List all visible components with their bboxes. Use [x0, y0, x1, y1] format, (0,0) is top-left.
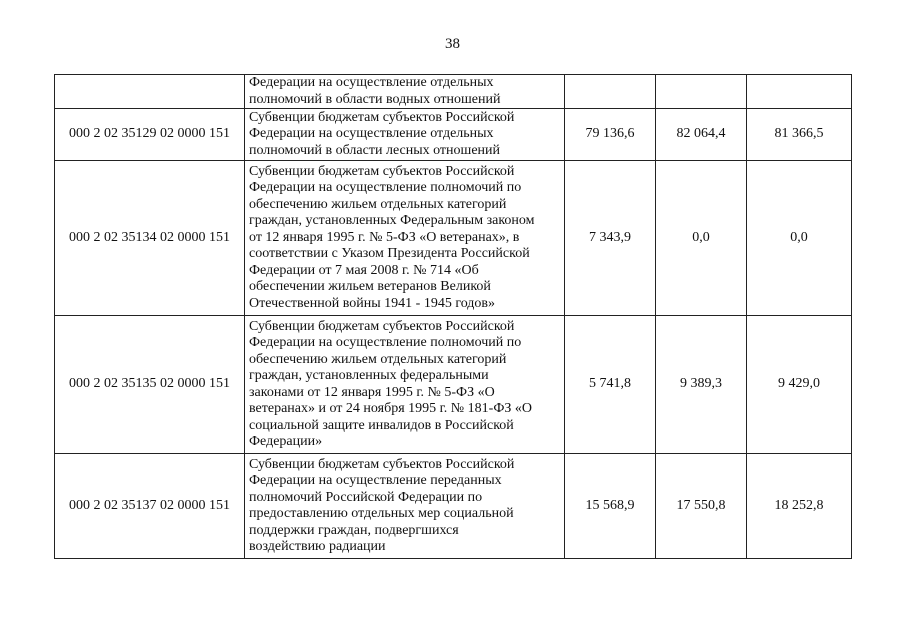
value-cell-1: 79 136,6	[565, 109, 656, 161]
value-cell-2: 82 064,4	[656, 109, 747, 161]
description-line: Федерации на осуществление отдельных	[249, 126, 494, 142]
description-line: предоставлению отдельных мер социальной	[249, 506, 514, 521]
description-line: Федерации на осуществление полномочий по	[249, 180, 522, 196]
table-row	[55, 109, 852, 161]
description-line: соответствии с Указом Президента Российской	[249, 246, 530, 262]
value-cell-1: 15 568,9	[565, 454, 656, 559]
value-cell-3: 18 252,8	[747, 454, 852, 559]
table-row	[55, 75, 852, 109]
table-row	[55, 454, 852, 559]
description-line: обеспечении жильем ветеранов Великой	[249, 279, 491, 295]
description-cell	[245, 454, 565, 559]
budget-code-cell	[55, 75, 245, 109]
value-cell-3: 81 366,5	[747, 109, 852, 161]
description-line: Субвенции бюджетам субъектов Российской	[249, 318, 515, 334]
description-line: обеспечению жильем отдельных категорий	[249, 351, 507, 367]
budget-code-cell: 000 2 02 35137 02 0000 151	[55, 454, 245, 559]
budget-code-cell: 000 2 02 35135 02 0000 151	[55, 316, 245, 454]
description-line: полномочий Российской Федерации по	[249, 489, 483, 505]
description-line: поддержки граждан, подвергшихся	[249, 522, 459, 538]
table-row	[55, 161, 852, 316]
value-cell-2: 0,0	[656, 161, 747, 316]
description-line: Субвенции бюджетам субъектов Российской	[249, 109, 515, 125]
description-cell	[245, 75, 565, 109]
budget-table	[54, 74, 852, 559]
value-cell-3	[747, 75, 852, 109]
value-cell-1: 7 343,9	[565, 161, 656, 316]
value-cell-3: 9 429,0	[747, 316, 852, 454]
value-cell-2: 9 389,3	[656, 316, 747, 454]
budget-code-cell: 000 2 02 35129 02 0000 151	[55, 109, 245, 161]
description-line: Федерации на осуществление полномочий по	[249, 335, 522, 350]
description-line: обеспечению жильем отдельных категорий	[249, 196, 507, 212]
description-line: полномочий в области лесных отношений	[249, 142, 501, 158]
description-line: полномочий в области водных отношений	[249, 91, 501, 107]
description-line: граждан, установленных Федеральным законом	[249, 213, 535, 229]
description-line: от 12 января 1995 г. № 5-ФЗ «О ветеранах», в	[249, 229, 520, 245]
description-line: социальной защите инвалидов в Российской	[249, 417, 514, 433]
description-line: Федерации»	[249, 434, 323, 449]
description-line: Субвенции бюджетам субъектов Российской	[249, 163, 515, 179]
value-cell-3: 0,0	[747, 161, 852, 316]
description-line: Отечественной войны 1941 - 1945 годов»	[249, 295, 496, 311]
description-line: воздействию радиации	[249, 539, 386, 554]
description-cell	[245, 161, 565, 316]
value-cell-2: 17 550,8	[656, 454, 747, 559]
page-number: 38	[445, 36, 460, 52]
budget-code-cell: 000 2 02 35134 02 0000 151	[55, 161, 245, 316]
description-line: Субвенции бюджетам субъектов Российской	[249, 456, 515, 472]
description-line: Федерации на осуществление отдельных	[249, 75, 494, 90]
value-cell-1	[565, 75, 656, 109]
description-cell	[245, 109, 565, 161]
description-line: Федерации на осуществление переданных	[249, 473, 502, 488]
table-row	[55, 316, 852, 454]
description-line: Федерации от 7 мая 2008 г. № 714 «Об	[249, 262, 479, 278]
description-cell	[245, 316, 565, 454]
description-line: граждан, установленных федеральными	[249, 368, 489, 383]
value-cell-2	[656, 75, 747, 109]
value-cell-1: 5 741,8	[565, 316, 656, 454]
description-line: ветеранах» и от 24 ноября 1995 г. № 181-ФЗ «О	[249, 401, 533, 416]
description-line: законами от 12 января 1995 г. № 5-ФЗ «О	[249, 384, 495, 400]
